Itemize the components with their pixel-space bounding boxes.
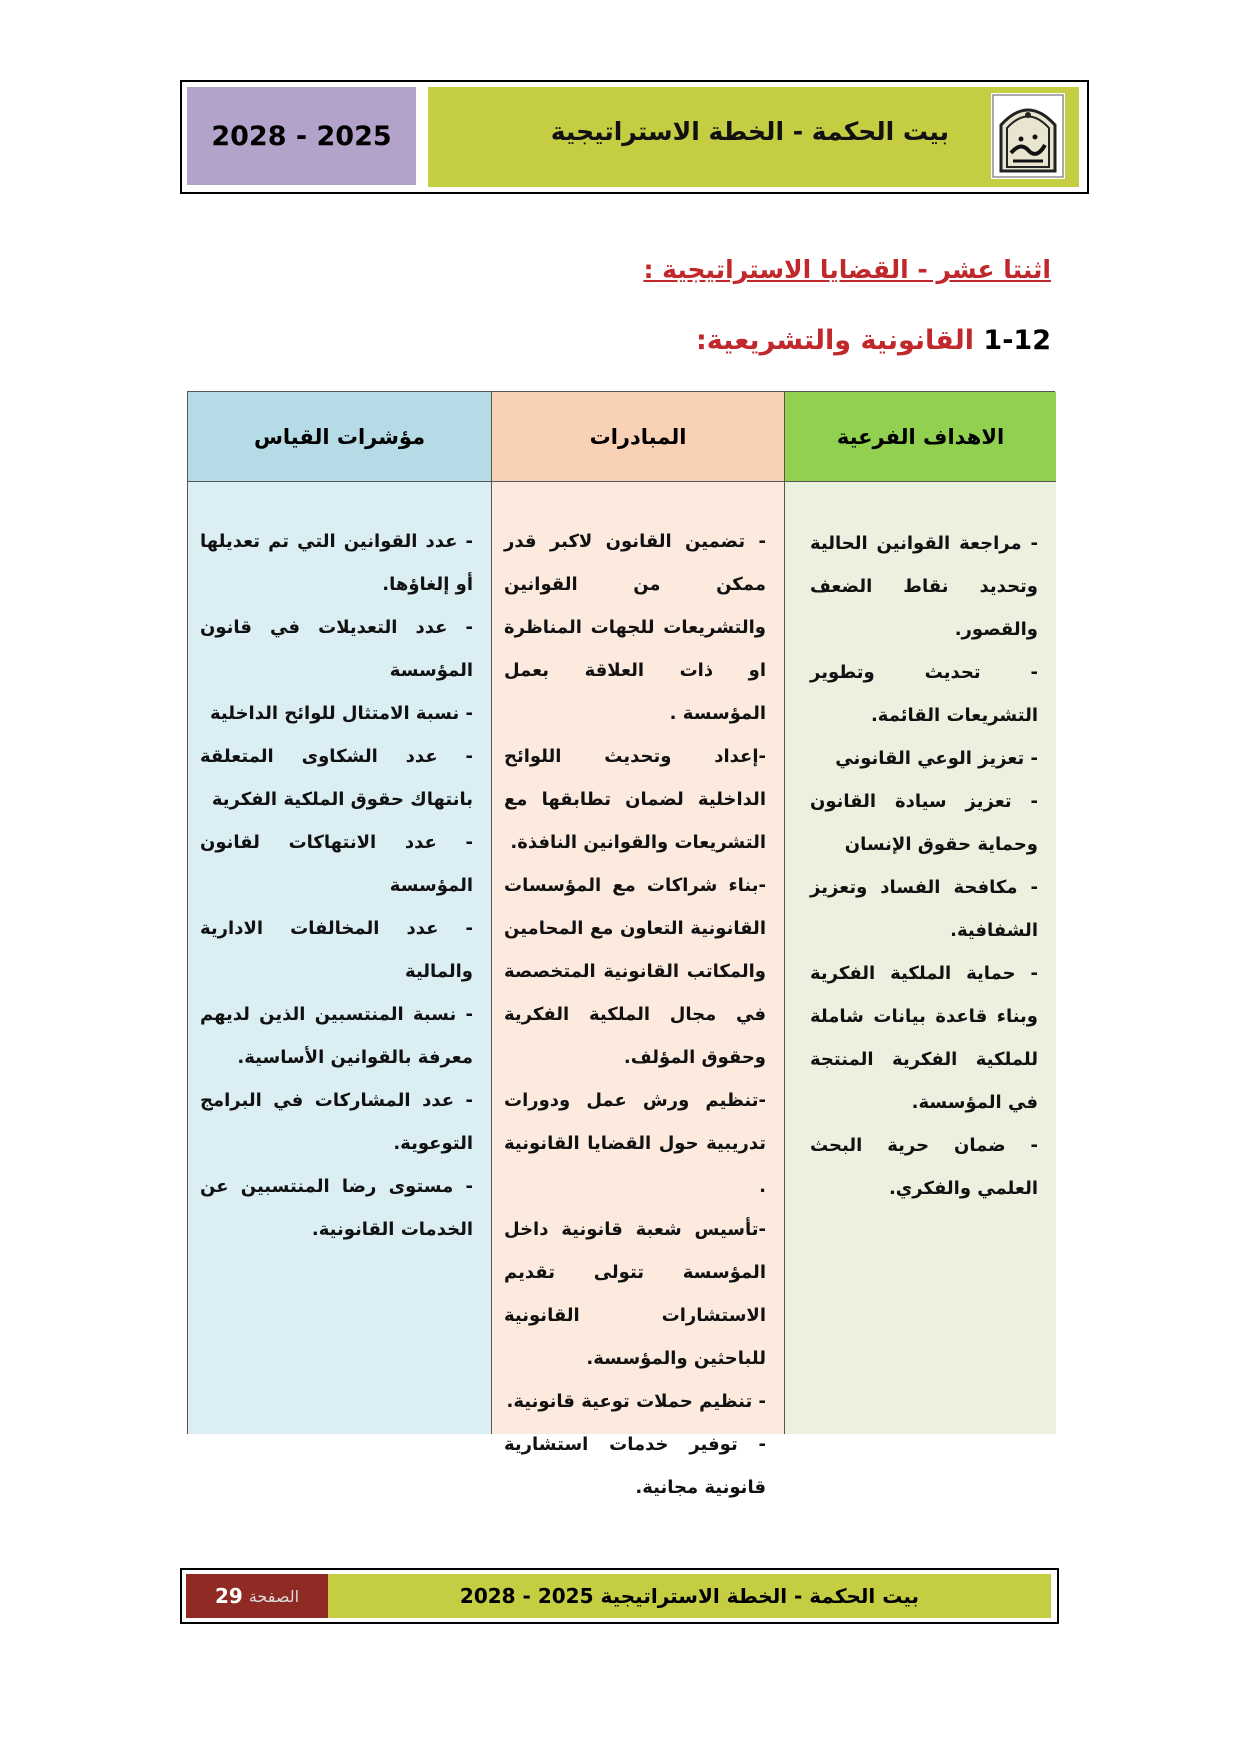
footer-title-bar [328,1574,1051,1618]
list-item: -تأسيس شعبة قانونية داخل المؤسسة تتولى تقديم الاستشارات القانونية للباحثين والمؤسسة. [504,1219,766,1369]
goals-body [785,482,1056,1434]
header-title-bar [428,87,1079,187]
list-item: - تضمين القانون لاكبر قدر ممكن من القوانين والتشريعات للجهات المناظرة او ذات العلاقة بعمل المؤسسة . [504,531,766,724]
page-footer [180,1568,1059,1624]
page-number-box [186,1574,328,1618]
goals-header: الاهداف الفرعية [785,392,1056,482]
list-item: - عدد القوانين التي تم تعديلها أو إلغاؤها. [200,531,473,595]
measures-header: مؤشرات القياس [188,392,491,482]
list-item: - حماية الملكية الفكرية وبناء قاعدة بيانات شاملة للملكية الفكرية المنتجة في المؤسسة. [810,963,1038,1113]
list-item: - توفير خدمات استشارية قانونية مجانية. [504,1434,766,1498]
page-number: 29 [214,1584,243,1608]
subsection-number: 1-12 [983,325,1051,356]
list-item: - تعزيز سيادة القانون وحماية حقوق الإنسان [810,791,1038,855]
measures-body [188,482,491,1434]
list-item: - عدد الشكاوى المتعلقة بانتهاك حقوق الملكية الفكرية [200,746,473,810]
measures-list [188,482,491,1251]
list-item: -تنظيم ورش عمل ودورات تدريبية حول القضايا القانونية . [504,1090,766,1197]
list-item: - عدد التعديلات في قانون المؤسسة [200,617,473,681]
list-item: - عدد الانتهاكات لقانون المؤسسة [200,832,473,896]
subsection-title: القانونية والتشريعية: [696,325,975,356]
list-item: - نسبة المنتسبين الذين لديهم معرفة بالقوانين الأساسية. [200,1004,473,1068]
strategy-table [187,391,1055,1498]
page-label: الصفحة [248,1586,300,1606]
header-years: 2028 - 2025 [187,87,416,185]
list-item: - مستوى رضا المنتسبين عن الخدمات القانونية. [200,1176,473,1240]
goals-column [784,392,1056,1433]
list-item: - تنظيم حملات توعية قانونية. [506,1391,766,1412]
list-item: -إعداد وتحديث اللوائح الداخلية لضمان تطابقها مع التشريعات والقوانين النافذة. [504,746,766,853]
initiatives-body [492,482,784,1498]
measures-column [188,392,491,1433]
page-header [180,80,1089,194]
initiatives-header: المبادرات [492,392,784,482]
initiatives-list [492,482,784,1509]
header-title: بيت الحكمة - الخطة الاستراتيجية [550,117,949,146]
section-heading: اثنتا عشر - القضايا الاستراتيجية : [643,255,1051,284]
list-item: - تحديث وتطوير التشريعات القائمة. [810,662,1038,726]
list-item: - تعزيز الوعي القانوني [835,748,1038,769]
footer-title: بيت الحكمة - الخطة الاستراتيجية 2025 - 2028 [459,1584,920,1608]
bayt-al-hikma-logo-icon [991,93,1065,179]
list-item: - نسبة الامتثال للوائح الداخلية [209,703,473,724]
initiatives-column [491,392,784,1498]
list-item: - ضمان حرية البحث العلمي والفكري. [810,1135,1038,1199]
list-item: - مكافحة الفساد وتعزيز الشفافية. [810,877,1038,941]
list-item: -بناء شراكات مع المؤسسات القانونية التعاون مع المحامين والمكاتب القانونية المتخصصة في مجال الملكية الفكرية وحقوق المؤلف. [504,875,766,1068]
list-item: - عدد المخالفات الادارية والمالية [200,918,473,982]
subsection-heading [696,325,1051,356]
list-item: - عدد المشاركات في البرامج التوعوية. [200,1090,473,1154]
list-item: - مراجعة القوانين الحالية وتحديد نقاط الضعف والقصور. [810,533,1038,640]
goals-list [785,482,1056,1210]
